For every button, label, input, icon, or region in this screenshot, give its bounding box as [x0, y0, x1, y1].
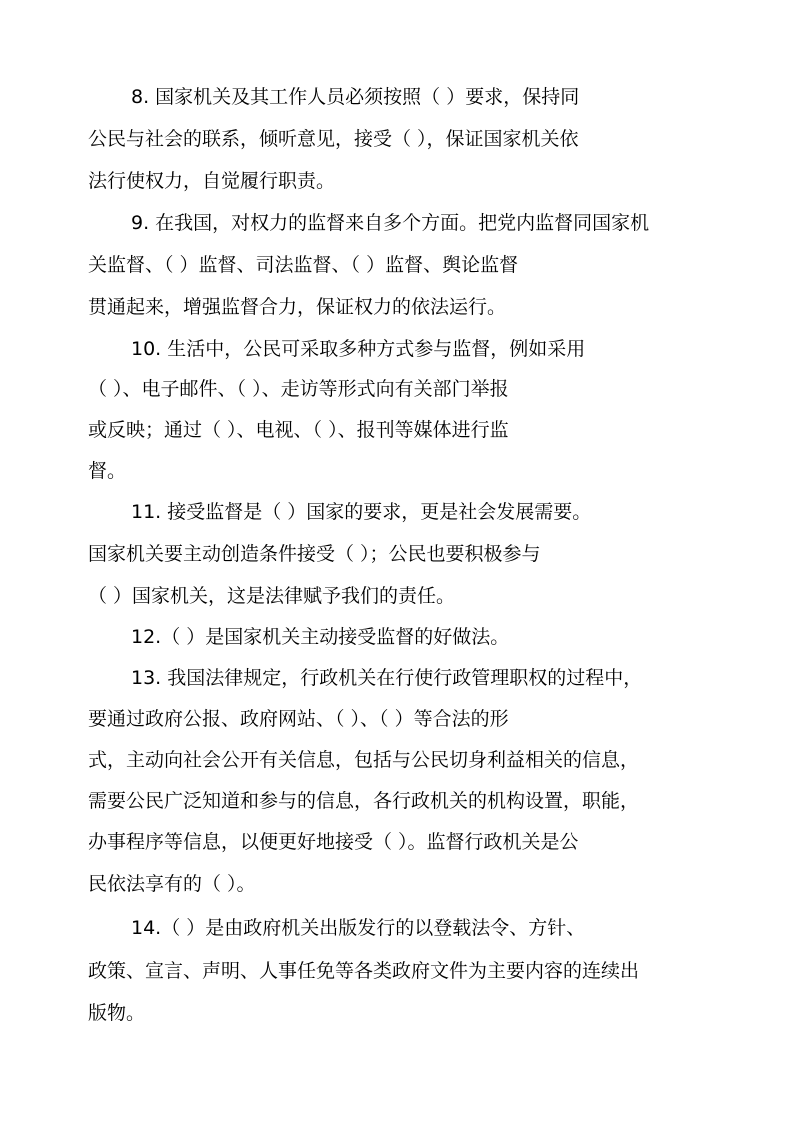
question-8-line-2: 公民与社会的联系，倾听意见，接受（ ），保证国家机关依	[88, 128, 579, 150]
question-13-line-3: 式，主动向社会公开有关信息，包括与公民切身利益相关的信息，	[88, 749, 640, 771]
question-13-line-6: 民依法享有的（ ）。	[88, 873, 256, 895]
question-9-line-3: 贯通起来，增强监督合力，保证权力的依法运行。	[88, 296, 507, 318]
question-8-line-1: 8. 国家机关及其工作人员必须按照（ ）要求，保持同	[131, 86, 580, 108]
question-10-line-2: （ ）、电子邮件、（ ）、走访等形式向有关部门举报	[88, 378, 509, 400]
question-12-line-1: 12.（ ）是国家机关主动接受监督的好做法。	[131, 626, 510, 648]
question-8-line-3: 法行使权力，自觉履行职责。	[88, 170, 336, 192]
question-11-line-3: （ ）国家机关，这是法律赋予我们的责任。	[88, 585, 456, 607]
question-14-line-1: 14.（ ）是由政府机关出版发行的以登载法令、方针、	[131, 917, 586, 939]
question-14-line-2: 政策、宣言、声明、人事任免等各类政府文件为主要内容的连续出	[88, 960, 640, 982]
question-13-line-4: 需要公民广泛知道和参与的信息，各行政机关的机构设置，职能，	[88, 790, 640, 812]
question-10-line-1: 10. 生活中，公民可采取多种方式参与监督，例如采用	[131, 338, 586, 360]
question-11-line-1: 11. 接受监督是（ ）国家的要求，更是社会发展需要。	[131, 501, 592, 523]
question-13-line-1: 13. 我国法律规定，行政机关在行使行政管理职权的过程中，	[131, 667, 643, 689]
question-10-line-4: 督。	[88, 460, 127, 482]
question-14-line-3: 版物。	[88, 1002, 146, 1024]
question-10-line-3: 或反映；通过（ ）、电视、（ ）、报刊等媒体进行监	[88, 419, 509, 441]
question-9-line-2: 关监督、（ ）监督、司法监督、（ ）监督、舆论监督	[88, 254, 519, 276]
question-13-line-2: 要通过政府公报、政府网站、（ ）、（ ）等合法的形	[88, 708, 509, 730]
question-13-line-5: 办事程序等信息，以便更好地接受（ ）。监督行政机关是公	[88, 831, 579, 853]
question-11-line-2: 国家机关要主动创造条件接受（ ）；公民也要积极参与	[88, 543, 541, 565]
question-9-line-1: 9. 在我国，对权力的监督来自多个方面。把党内监督同国家机	[131, 212, 650, 234]
